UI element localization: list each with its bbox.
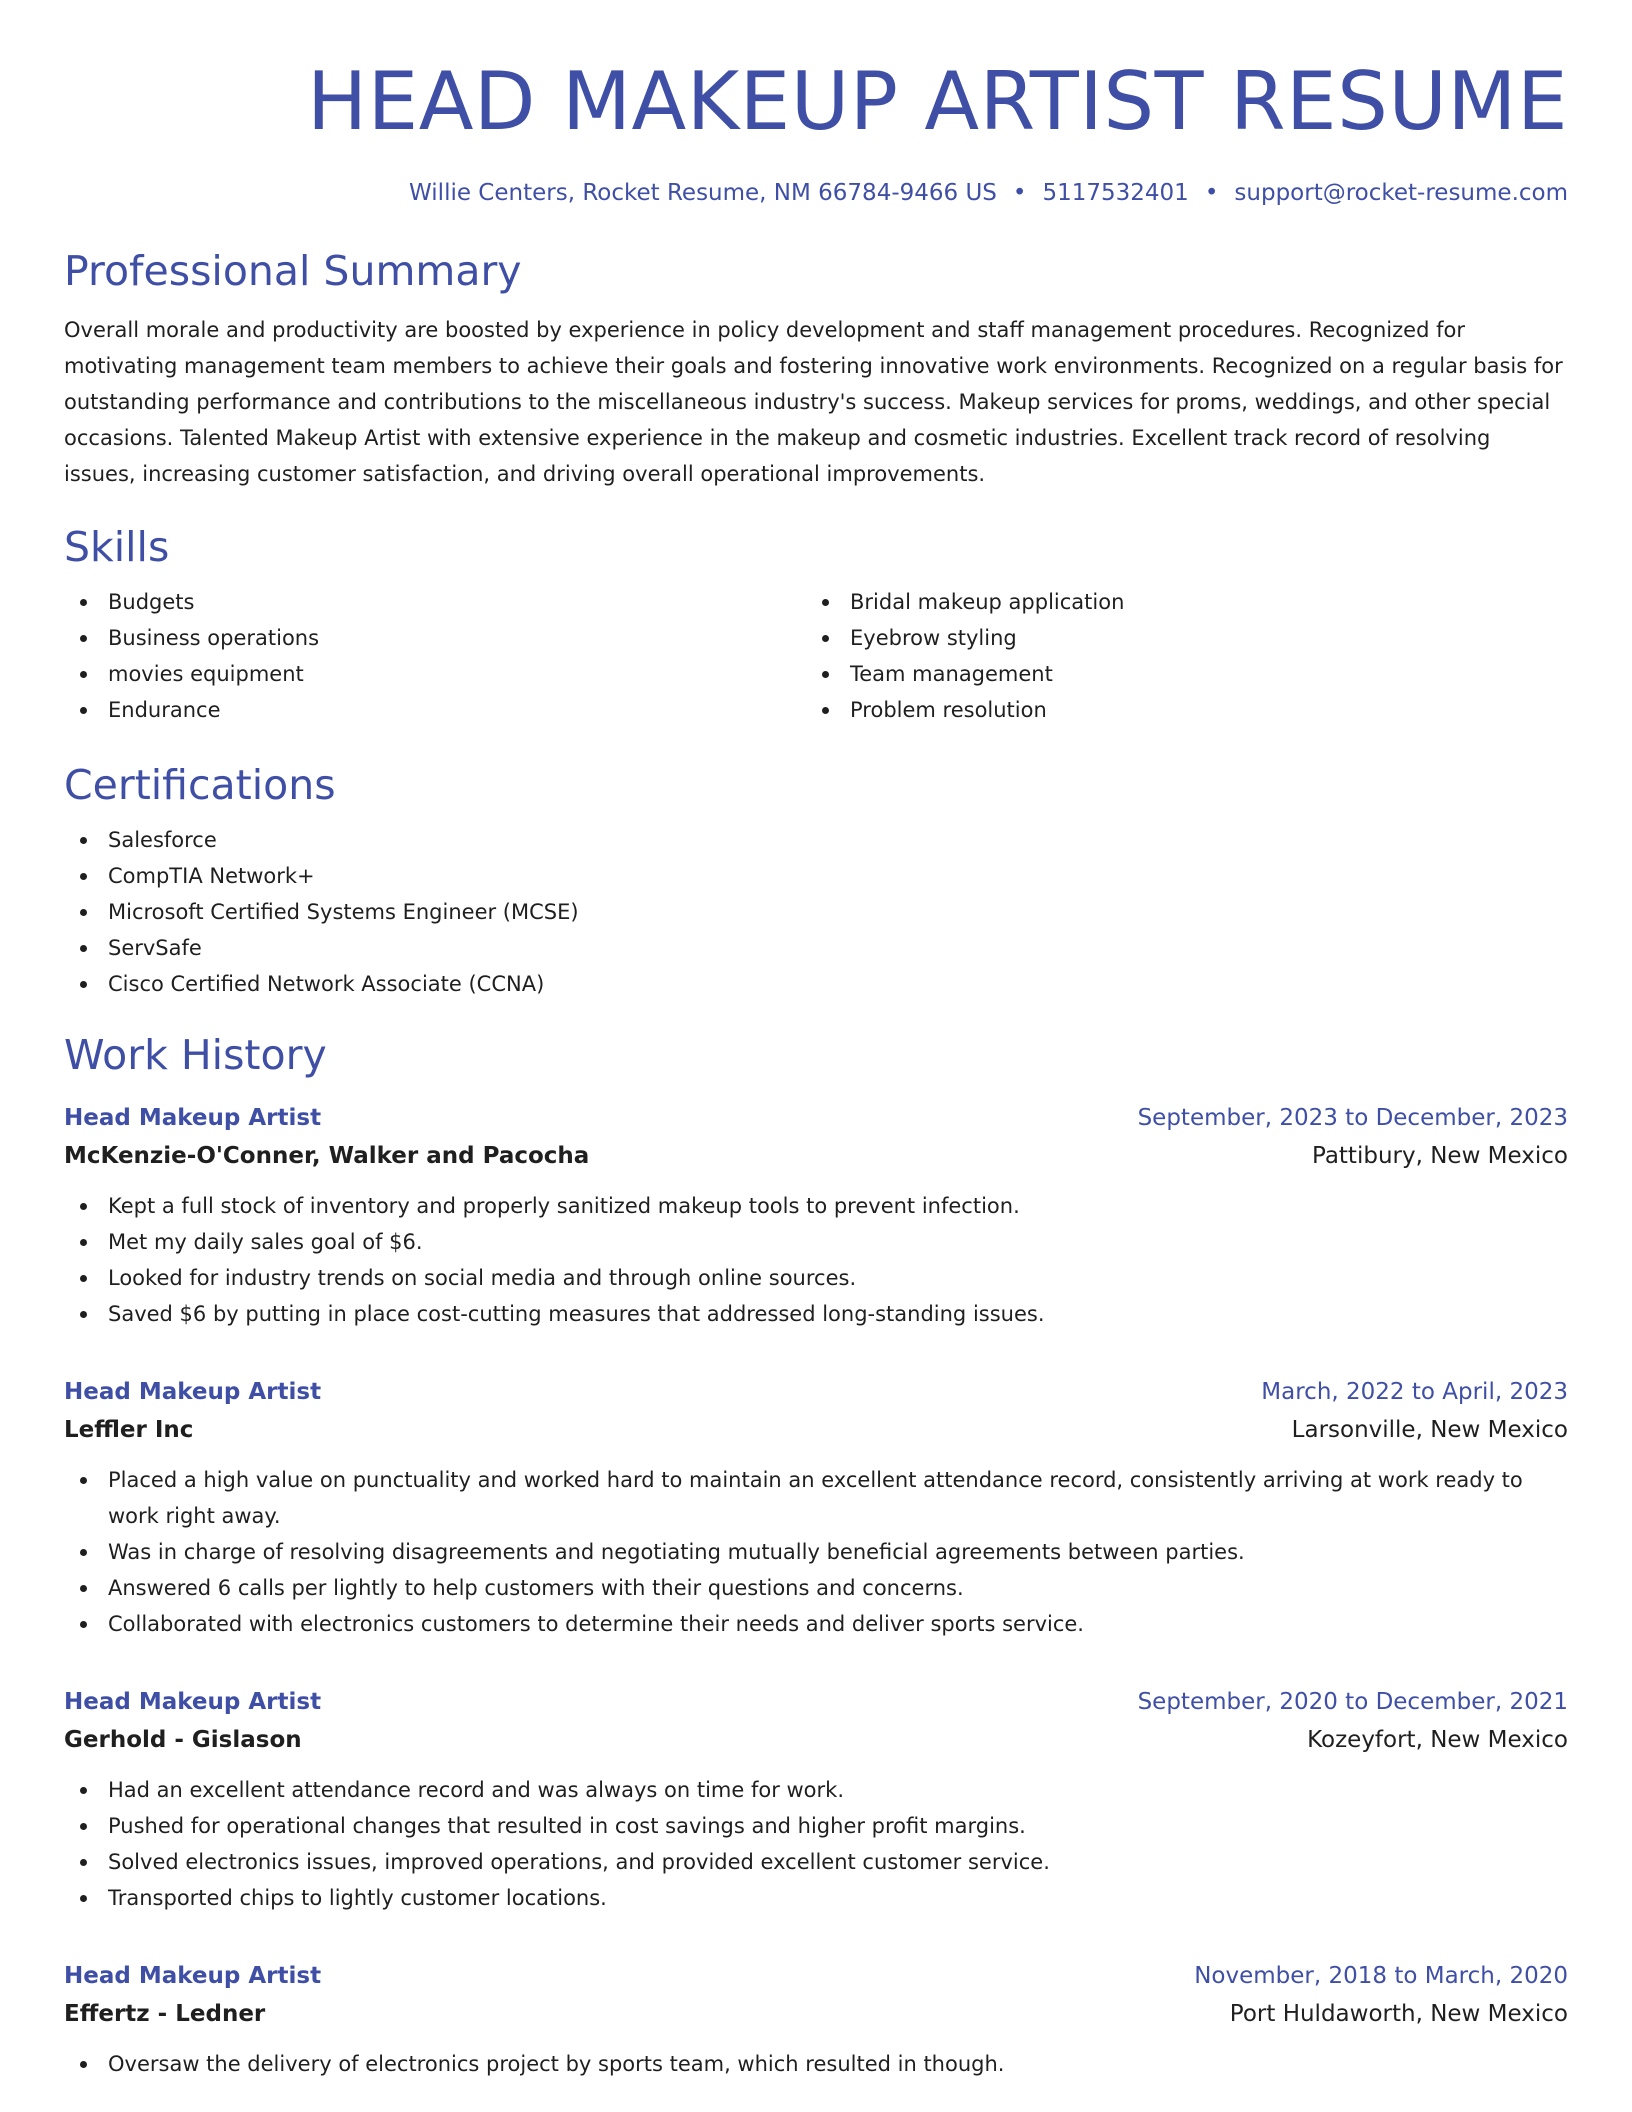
- contact-phone: 5117532401: [1042, 180, 1189, 206]
- job-duty-item: Kept a full stock of inventory and properly sanitized makeup tools to prevent infection.: [64, 1188, 1568, 1224]
- job-duty-item: Oversaw the delivery of electronics project by sports team, which resulted in though.: [64, 2046, 1568, 2082]
- skills-columns: [64, 584, 1568, 728]
- skill-item: Eyebrow styling: [806, 620, 1548, 656]
- job-duty-item: Pushed for operational changes that resulted in cost savings and higher profit margins.: [64, 1808, 1568, 1844]
- certification-item: CompTIA Network+: [64, 858, 1568, 894]
- job-title-row: [64, 1100, 1568, 1136]
- skill-item: Bridal makeup application: [806, 584, 1548, 620]
- job-company-row: [64, 1410, 1568, 1450]
- section-heading-summary: Professional Summary: [64, 247, 522, 295]
- job-dates: November, 2018 to March, 2020: [1194, 1963, 1568, 1989]
- resume-header: [64, 52, 1568, 210]
- job-duty-item: Met my daily sales goal of $6.: [64, 1224, 1568, 1260]
- job-company: McKenzie-O'Conner, Walker and Pacocha: [64, 1143, 590, 1169]
- job-entry: [64, 1958, 1568, 2082]
- certifications-list: [64, 822, 1568, 1002]
- skills-column-right: [806, 584, 1548, 728]
- contact-address: Willie Centers, Rocket Resume, NM 66784-9466 US: [409, 180, 997, 206]
- summary-text: Overall morale and productivity are boosted by experience in policy development and staff management procedures. Recognized for motivating management team members to achieve their goals and fostering innovative work environments. Recognized on a regular basis for outstanding performance and contributions to the miscellaneous industry's success. Makeup services for proms, weddings, and other special occasions. Talented Makeup Artist with extensive experience in the makeup and cosmetic industries. Excellent track record of resolving issues, increasing customer satisfaction, and driving overall operational improvements.: [64, 318, 1563, 486]
- job-company: Leffler Inc: [64, 1417, 194, 1443]
- job-dates: March, 2022 to April, 2023: [1261, 1379, 1568, 1405]
- skill-item: Endurance: [64, 692, 806, 728]
- job-entry: [64, 1374, 1568, 1642]
- skill-item: Budgets: [64, 584, 806, 620]
- job-company: Gerhold - Gislason: [64, 1727, 302, 1753]
- job-title: Head Makeup Artist: [64, 1963, 322, 1989]
- job-duty-item: Transported chips to lightly customer locations.: [64, 1880, 1568, 1916]
- job-duties-list: [64, 1188, 1568, 1332]
- skill-item: Problem resolution: [806, 692, 1548, 728]
- certifications-section: [64, 758, 1568, 1002]
- job-duties-list: [64, 1772, 1568, 1916]
- job-duties-list: [64, 2046, 1568, 2082]
- section-heading-certifications: Certifications: [64, 761, 336, 809]
- contact-line: [64, 176, 1568, 210]
- skills-section: [64, 520, 1568, 728]
- contact-separator: •: [1012, 180, 1027, 206]
- professional-summary-section: [64, 244, 1568, 492]
- work-history-section: [64, 1028, 1568, 2082]
- job-title-row: [64, 1374, 1568, 1410]
- certification-item: ServSafe: [64, 930, 1568, 966]
- section-heading-work-history: Work History: [64, 1031, 327, 1079]
- contact-email[interactable]: support@rocket-resume.com: [1234, 180, 1568, 206]
- job-duty-item: Solved electronics issues, improved operations, and provided excellent customer service.: [64, 1844, 1568, 1880]
- skill-item: movies equipment: [64, 656, 806, 692]
- job-location: Pattibury, New Mexico: [1311, 1143, 1568, 1169]
- job-entry: [64, 1100, 1568, 1332]
- job-location: Kozeyfort, New Mexico: [1307, 1727, 1568, 1753]
- skills-column-left: [64, 584, 806, 728]
- job-title-row: [64, 1958, 1568, 1994]
- job-company-row: [64, 1136, 1568, 1176]
- job-duty-item: Answered 6 calls per lightly to help customers with their questions and concerns.: [64, 1570, 1568, 1606]
- job-location: Larsonville, New Mexico: [1291, 1417, 1568, 1443]
- certification-item: Cisco Certified Network Associate (CCNA): [64, 966, 1568, 1002]
- certification-item: Salesforce: [64, 822, 1568, 858]
- job-entry: [64, 1684, 1568, 1916]
- job-duties-list: [64, 1462, 1568, 1642]
- job-company-row: [64, 1994, 1568, 2034]
- certification-item: Microsoft Certified Systems Engineer (MCSE): [64, 894, 1568, 930]
- skill-item: Team management: [806, 656, 1548, 692]
- contact-separator: •: [1204, 180, 1219, 206]
- job-dates: September, 2023 to December, 2023: [1137, 1105, 1568, 1131]
- job-duty-item: Had an excellent attendance record and was always on time for work.: [64, 1772, 1568, 1808]
- job-title: Head Makeup Artist: [64, 1689, 322, 1715]
- job-duty-item: Collaborated with electronics customers to determine their needs and deliver sports service.: [64, 1606, 1568, 1642]
- job-duty-item: Looked for industry trends on social media and through online sources.: [64, 1260, 1568, 1296]
- skills-list-left: [64, 584, 806, 728]
- job-title-row: [64, 1684, 1568, 1720]
- job-title: Head Makeup Artist: [64, 1379, 322, 1405]
- job-duty-item: Was in charge of resolving disagreements and negotiating mutually beneficial agreements between parties.: [64, 1534, 1568, 1570]
- skills-list-right: [806, 584, 1548, 728]
- job-company-row: [64, 1720, 1568, 1760]
- job-title: Head Makeup Artist: [64, 1105, 322, 1131]
- job-duty-item: Saved $6 by putting in place cost-cutting measures that addressed long-standing issues.: [64, 1296, 1568, 1332]
- job-dates: September, 2020 to December, 2021: [1137, 1689, 1568, 1715]
- resume-title: HEAD MAKEUP ARTIST RESUME: [306, 55, 1568, 148]
- skill-item: Business operations: [64, 620, 806, 656]
- section-heading-skills: Skills: [64, 523, 170, 571]
- job-company: Effertz - Ledner: [64, 2001, 266, 2027]
- job-duty-item: Placed a high value on punctuality and worked hard to maintain an excellent attendance record, consistently arriving at work ready to work right away.: [64, 1462, 1568, 1534]
- job-location: Port Huldaworth, New Mexico: [1229, 2001, 1568, 2027]
